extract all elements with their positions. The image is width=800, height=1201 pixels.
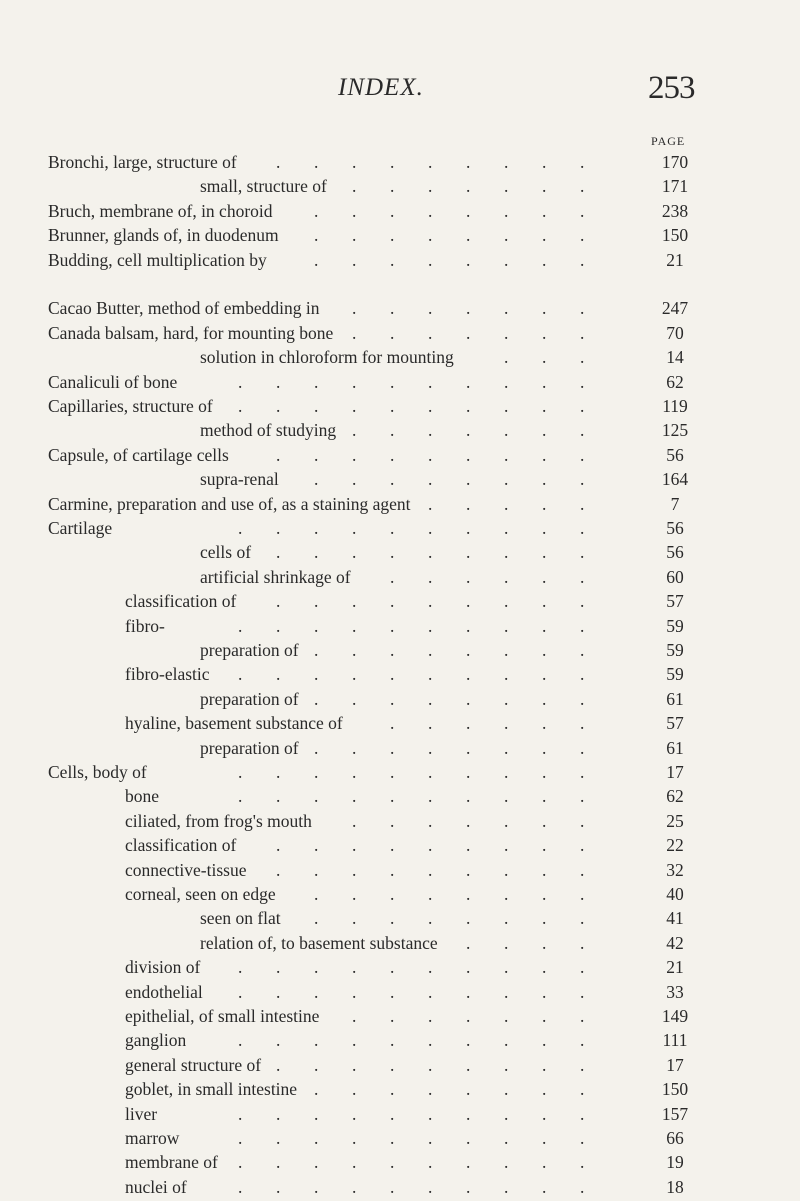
entry-page: 150 <box>661 225 689 246</box>
entry-label: supra-renal <box>200 469 279 490</box>
entry-page: 119 <box>662 396 688 416</box>
entry-label: liver <box>125 1103 158 1124</box>
index-entry: fibro-elastic 59 . . . . . . . . . . <box>0 664 800 688</box>
index-entry: epithelial, of small intestine 149 . . . . . . . <box>0 1006 800 1030</box>
index-entry: liver 157 . . . . . . . . . . <box>0 1104 800 1128</box>
entry-label: general structure of <box>125 1054 262 1075</box>
index-entry: goblet, in small intestine 150 . . . . . . . . <box>0 1079 800 1103</box>
entry-label: fibro-elastic <box>125 664 210 685</box>
entry-page: 59 <box>666 664 684 685</box>
entry-page: 40 <box>666 884 684 904</box>
entry-page: 66 <box>666 1128 684 1148</box>
entry-page: 22 <box>666 835 684 856</box>
entry-page: 19 <box>666 1152 684 1173</box>
entry-page: 14 <box>666 347 684 368</box>
entry-page: 247 <box>661 298 689 319</box>
entry-label: relation of, to basement substance <box>200 932 438 953</box>
entry-page: 171 <box>661 176 689 197</box>
index-entry: bone 62 . . . . . . . . . . <box>0 786 800 810</box>
entry-label: marrow <box>125 1128 180 1148</box>
entry-label: hyaline, basement substance of <box>125 713 343 734</box>
index-entry: Brunner, glands of, in duodenum 150 . . . . . . . . <box>0 225 800 249</box>
entry-page: 59 <box>666 615 684 636</box>
entry-page: 61 <box>666 688 684 709</box>
entry-page: 125 <box>661 420 689 441</box>
index-entry: preparation of 59 . . . . . . . . <box>0 640 800 664</box>
entry-page: 57 <box>666 713 684 734</box>
entry-label: solution in chloroform for mounting <box>200 347 454 368</box>
entry-page: 18 <box>666 1176 684 1197</box>
entry-page: 157 <box>661 1103 689 1124</box>
entry-page: 41 <box>666 908 684 929</box>
entry-label: Capsule, of cartilage cells <box>48 444 229 465</box>
entry-label: Cartilage <box>48 518 113 538</box>
entry-page: 21 <box>666 249 684 270</box>
entry-page: 61 <box>666 737 684 758</box>
index-entry: preparation of 61 . . . . . . . . <box>0 689 800 713</box>
entry-label: Canaliculi of bone <box>48 371 178 392</box>
index-entry: seen on flat 41 . . . . . . . . <box>0 908 800 932</box>
index-entry: classification of 57 . . . . . . . . . <box>0 591 800 615</box>
index-entry: cells of 56 . . . . . . . . . <box>0 542 800 566</box>
index-entry: Bronchi, large, structure of 170 . . . . . . . . . <box>0 152 800 176</box>
entry-label: division of <box>125 957 201 978</box>
entry-label: nuclei of <box>125 1176 187 1197</box>
entry-page: 17 <box>666 1054 684 1075</box>
index-entry <box>0 274 800 298</box>
entry-page: 17 <box>666 762 684 782</box>
entry-page: 33 <box>666 981 684 1002</box>
index-entry: marrow 66 . . . . . . . . . . <box>0 1128 800 1152</box>
entry-page: 21 <box>666 957 684 978</box>
entry-page: 62 <box>666 371 684 392</box>
index-entry: Cacao Butter, method of embedding in 247 . . . . . . . <box>0 298 800 322</box>
index-entry: solution in chloroform for mounting 14 . . . <box>0 347 800 371</box>
index-entry: Cells, body of 17 . . . . . . . . . . <box>0 762 800 786</box>
entry-label: Cells, body of <box>48 762 147 782</box>
index-entry: ciliated, from frog's mouth 25 . . . . . . . <box>0 811 800 835</box>
entry-label: fibro- <box>125 615 165 636</box>
entry-label: Bruch, membrane of, in choroid <box>48 200 273 221</box>
entry-page: 111 <box>662 1030 688 1051</box>
index-entry: small, structure of 171 . . . . . . . <box>0 176 800 200</box>
entry-page: 56 <box>666 444 684 465</box>
entry-label: bone <box>125 786 160 807</box>
index-entry: corneal, seen on edge 40 . . . . . . . . <box>0 884 800 908</box>
entry-label: connective-tissue <box>125 859 247 880</box>
entry-label: artificial shrinkage of <box>200 566 351 587</box>
entry-label: preparation of <box>200 688 299 709</box>
entry-page: 42 <box>666 932 684 953</box>
entry-label: preparation of <box>200 640 299 660</box>
entry-page: 59 <box>666 640 684 660</box>
entry-label: Brunner, glands of, in duodenum <box>48 225 279 246</box>
entry-label: cells of <box>200 542 252 563</box>
entry-label: Bronchi, large, structure of <box>48 152 237 172</box>
entry-page: 56 <box>666 518 684 538</box>
index-entry: preparation of 61 . . . . . . . . <box>0 738 800 762</box>
index-entry: Bruch, membrane of, in choroid 238 . . . . . . . . <box>0 201 800 225</box>
index-entry: method of studying 125 . . . . . . . <box>0 420 800 444</box>
entry-label: small, structure of <box>200 176 327 197</box>
index-entry: Capsule, of cartilage cells 56 . . . . . . . . . <box>0 445 800 469</box>
index-entry: Cartilage 56 . . . . . . . . . . <box>0 518 800 542</box>
index-entry: Carmine, preparation and use of, as a staining agent 7 . . . . . <box>0 494 800 518</box>
index-entry: endothelial 33 . . . . . . . . . . <box>0 982 800 1006</box>
entry-label: seen on flat <box>200 908 281 929</box>
entry-page: 150 <box>661 1079 689 1100</box>
entry-page: 238 <box>661 200 689 221</box>
index-entry: membrane of 19 . . . . . . . . . . <box>0 1152 800 1176</box>
index-entry: nuclei of 18 . . . . . . . . . . <box>0 1177 800 1201</box>
entry-label: classification of <box>125 835 237 856</box>
index-entry: hyaline, basement substance of 57 . . . . . . <box>0 713 800 737</box>
entry-label: Carmine, preparation and use of, as a staining agent <box>48 493 411 514</box>
entry-page: 25 <box>666 810 684 831</box>
entry-page: 60 <box>666 566 684 587</box>
entry-label: ganglion <box>125 1030 187 1051</box>
index-entry: relation of, to basement substance 42 . . . . <box>0 933 800 957</box>
entry-page: 32 <box>666 859 684 880</box>
entry-page: 7 <box>670 493 680 514</box>
index-entry: Capillaries, structure of 119 . . . . . . . . . . <box>0 396 800 420</box>
entry-label: goblet, in small intestine <box>125 1079 298 1100</box>
entry-page: 62 <box>666 786 684 807</box>
entry-page: 70 <box>666 322 684 343</box>
index-entry: Budding, cell multiplication by 21 . . . . . . . . <box>0 250 800 274</box>
entry-label: Capillaries, structure of <box>48 396 213 416</box>
entry-label: corneal, seen on edge <box>125 884 276 904</box>
index-entry: ganglion 111 . . . . . . . . . . <box>0 1030 800 1054</box>
entry-label: endothelial <box>125 981 203 1002</box>
entry-label: membrane of <box>125 1152 218 1173</box>
index-entry: division of 21 . . . . . . . . . . <box>0 957 800 981</box>
page-title: INDEX. <box>338 74 424 101</box>
index-entry: fibro- 59 . . . . . . . . . . <box>0 616 800 640</box>
entry-label: Cacao Butter, method of embedding in <box>48 298 320 319</box>
page-number: 253 <box>648 70 695 106</box>
page-column-label: PAGE <box>651 134 686 148</box>
entry-page: 164 <box>661 469 689 490</box>
entry-page: 56 <box>666 542 684 563</box>
index-entry: Canada balsam, hard, for mounting bone 70 . . . . . . . <box>0 323 800 347</box>
entry-page: 170 <box>661 152 689 172</box>
index-entry: Canaliculi of bone 62 . . . . . . . . . . <box>0 372 800 396</box>
entry-page: 57 <box>666 591 684 612</box>
page-header <box>0 70 800 124</box>
entry-label: Canada balsam, hard, for mounting bone <box>48 322 334 343</box>
entry-label: ciliated, from frog's mouth <box>125 810 312 831</box>
entry-label: Budding, cell multiplication by <box>48 249 267 270</box>
index-entry: classification of 22 . . . . . . . . . <box>0 835 800 859</box>
entry-label: method of studying <box>200 420 337 441</box>
index-entry: connective-tissue 32 . . . . . . . . . <box>0 860 800 884</box>
entry-page: 149 <box>661 1006 689 1026</box>
index-entry: general structure of 17 . . . . . . . . . <box>0 1055 800 1079</box>
index-entry: supra-renal 164 . . . . . . . . <box>0 469 800 493</box>
entry-label: preparation of <box>200 737 299 758</box>
entry-label: classification of <box>125 591 237 612</box>
entry-label: epithelial, of small intestine <box>125 1006 320 1026</box>
index-entry: artificial shrinkage of 60 . . . . . . <box>0 567 800 591</box>
